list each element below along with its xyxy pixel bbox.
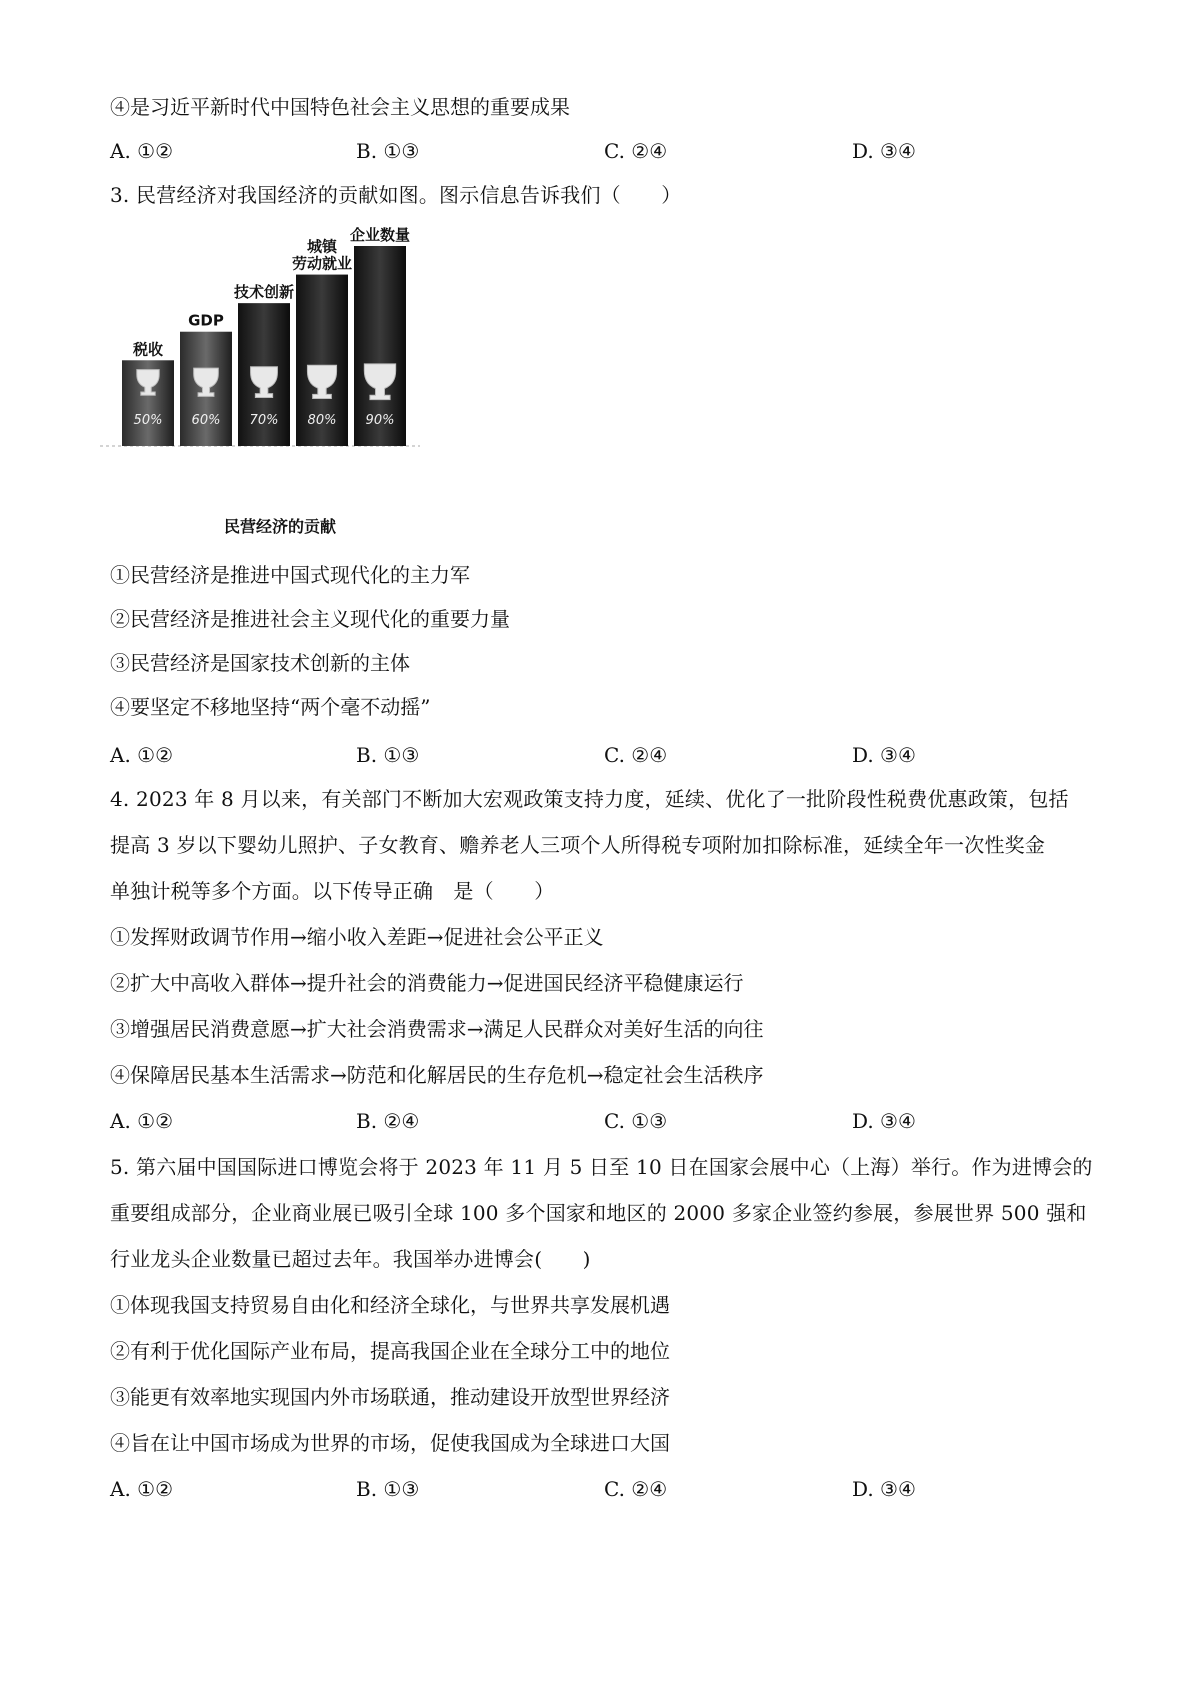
question-4-option-2: ②扩大中高收入群体→提升社会的消费能力→促进国民经济平稳健康运行 [110, 971, 744, 995]
bar-category-label: 税收 [132, 340, 164, 359]
question-2-choices [110, 136, 1110, 166]
question-3-stem: 3. 民营经济对我国经济的贡献如图。图示信息告诉我们（ ） [110, 183, 682, 207]
choice-b[interactable]: B. ①③ [356, 139, 420, 163]
bar-category-label: GDP [188, 311, 224, 330]
bar-category-label: 技术创新 [233, 283, 295, 302]
choice-a[interactable]: A. ①② [110, 139, 174, 163]
question-5-option-3: ③能更有效率地实现国内外市场联通，推动建设开放型世界经济 [110, 1385, 670, 1409]
question-3-option-2: ②民营经济是推进社会主义现代化的重要力量 [110, 607, 510, 631]
question-4-option-1: ①发挥财政调节作用→缩小收入差距→促进社会公平正义 [110, 925, 604, 949]
bar-category-label: 城镇 [306, 237, 338, 256]
question-4-choices [110, 1106, 1110, 1136]
question-3-option-3: ③民营经济是国家技术创新的主体 [110, 651, 410, 675]
choice-d[interactable]: D. ③④ [852, 1477, 916, 1501]
question-4-stem-line-1: 4. 2023 年 8 月以来，有关部门不断加大宏观政策支持力度，延续、优化了一批阶段性税费优惠政策，包括 [110, 787, 1069, 811]
choice-b[interactable]: B. ①③ [356, 1477, 420, 1501]
choice-a[interactable]: A. ①② [110, 1477, 174, 1501]
question-4-option-3: ③增强居民消费意愿→扩大社会消费需求→满足人民群众对美好生活的向往 [110, 1017, 764, 1041]
question-5-option-1: ①体现我国支持贸易自由化和经济全球化，与世界共享发展机遇 [110, 1293, 670, 1317]
question-5-option-4: ④旨在让中国市场成为世界的市场，促使我国成为全球进口大国 [110, 1431, 670, 1455]
question-3-option-4: ④要坚定不移地坚持“两个毫不动摇” [110, 695, 431, 719]
choice-d[interactable]: D. ③④ [852, 139, 916, 163]
choice-b[interactable]: B. ②④ [356, 1109, 420, 1133]
choice-c[interactable]: C. ①③ [604, 1109, 668, 1133]
question-3-choices [110, 740, 1110, 770]
choice-c[interactable]: C. ②④ [604, 139, 668, 163]
bar-value-label: 90% [365, 413, 395, 428]
bar-category-label: 劳动就业 [291, 254, 353, 273]
bar-value-label: 70% [249, 413, 279, 428]
contribution-chart [100, 226, 460, 546]
choice-a[interactable]: A. ①② [110, 1109, 174, 1133]
chart-svg [100, 226, 460, 506]
choice-b[interactable]: B. ①③ [356, 743, 420, 767]
question-4-option-4: ④保障居民基本生活需求→防范和化解居民的生存危机→稳定社会生活秩序 [110, 1063, 764, 1087]
chart-caption: 民营经济的贡献 [223, 517, 336, 536]
choice-a[interactable]: A. ①② [110, 743, 174, 767]
question-5-stem-line-1: 5. 第六届中国国际进口博览会将于 2023 年 11 月 5 日至 10 日在国家会展中心（上海）举行。作为进博会的 [110, 1155, 1093, 1179]
choice-d[interactable]: D. ③④ [852, 1109, 916, 1133]
question-3-option-1: ①民营经济是推进中国式现代化的主力军 [110, 563, 470, 587]
bar-value-label: 60% [191, 413, 221, 428]
question-5-option-2: ②有利于优化国际产业布局，提高我国企业在全球分工中的地位 [110, 1339, 670, 1363]
bar-category-label: 企业数量 [349, 226, 411, 244]
question-5-stem-line-3: 行业龙头企业数量已超过去年。我国举办进博会( ) [110, 1247, 591, 1271]
bar-value-label: 80% [307, 413, 337, 428]
bar-value-label: 50% [133, 413, 163, 428]
choice-c[interactable]: C. ②④ [604, 743, 668, 767]
choice-d[interactable]: D. ③④ [852, 743, 916, 767]
choice-c[interactable]: C. ②④ [604, 1477, 668, 1501]
question-4-stem-line-3: 单独计税等多个方面。以下传导正确 是（ ） [110, 879, 555, 903]
question-4-stem-line-2: 提高 3 岁以下婴幼儿照护、子女教育、赡养老人三项个人所得税专项附加扣除标准，延续全年一次性奖金 [110, 833, 1046, 857]
question-5-choices [110, 1474, 1110, 1504]
question-2-option-4: ④是习近平新时代中国特色社会主义思想的重要成果 [110, 95, 570, 119]
question-5-stem-line-2: 重要组成部分，企业商业展已吸引全球 100 多个国家和地区的 2000 多家企业签约参展，参展世界 500 强和 [110, 1201, 1087, 1225]
